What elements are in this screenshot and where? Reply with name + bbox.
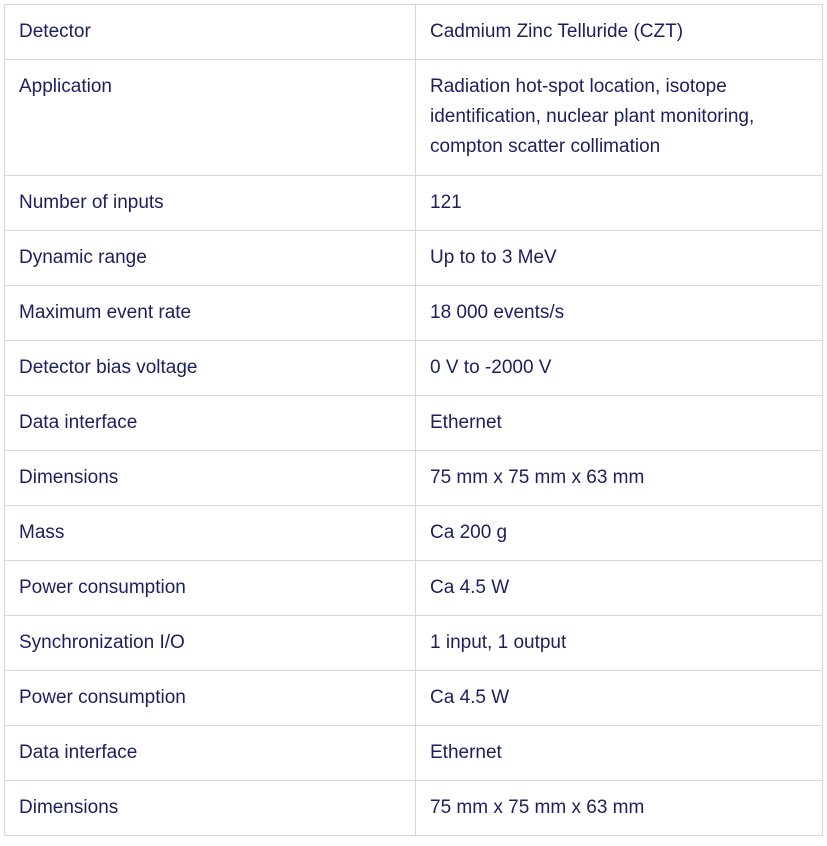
table-row	[5, 451, 823, 506]
specifications-table	[4, 4, 823, 836]
spec-label: Detector bias voltage	[5, 341, 416, 396]
table-row	[5, 286, 823, 341]
table-row	[5, 506, 823, 561]
spec-value: Up to to 3 MeV	[416, 231, 823, 286]
table-row	[5, 561, 823, 616]
spec-label: Number of inputs	[5, 176, 416, 231]
spec-value: 75 mm x 75 mm x 63 mm	[416, 451, 823, 506]
spec-value: 75 mm x 75 mm x 63 mm	[416, 781, 823, 836]
table-row	[5, 176, 823, 231]
spec-label: Synchronization I/O	[5, 616, 416, 671]
spec-value: Ethernet	[416, 396, 823, 451]
spec-value: Radiation hot-spot location, isotope identification, nuclear plant monitoring, compton scatter collimation	[416, 60, 823, 176]
spec-label: Application	[5, 60, 416, 176]
spec-value: Ethernet	[416, 726, 823, 781]
table-row	[5, 396, 823, 451]
spec-value: 1 input, 1 output	[416, 616, 823, 671]
table-row	[5, 726, 823, 781]
table-row	[5, 5, 823, 60]
table-row	[5, 341, 823, 396]
spec-value: 121	[416, 176, 823, 231]
table-row	[5, 231, 823, 286]
spec-value: Cadmium Zinc Telluride (CZT)	[416, 5, 823, 60]
spec-label: Power consumption	[5, 561, 416, 616]
spec-value: 18 000 events/s	[416, 286, 823, 341]
spec-label: Mass	[5, 506, 416, 561]
table-row	[5, 671, 823, 726]
spec-value: 0 V to -2000 V	[416, 341, 823, 396]
spec-label: Power consumption	[5, 671, 416, 726]
spec-label: Data interface	[5, 726, 416, 781]
spec-label: Dynamic range	[5, 231, 416, 286]
spec-value: Ca 4.5 W	[416, 561, 823, 616]
spec-label: Data interface	[5, 396, 416, 451]
table-row	[5, 616, 823, 671]
spec-value: Ca 4.5 W	[416, 671, 823, 726]
spec-value: Ca 200 g	[416, 506, 823, 561]
table-row	[5, 60, 823, 176]
spec-label: Detector	[5, 5, 416, 60]
spec-label: Maximum event rate	[5, 286, 416, 341]
table-row	[5, 781, 823, 836]
spec-label: Dimensions	[5, 781, 416, 836]
spec-label: Dimensions	[5, 451, 416, 506]
